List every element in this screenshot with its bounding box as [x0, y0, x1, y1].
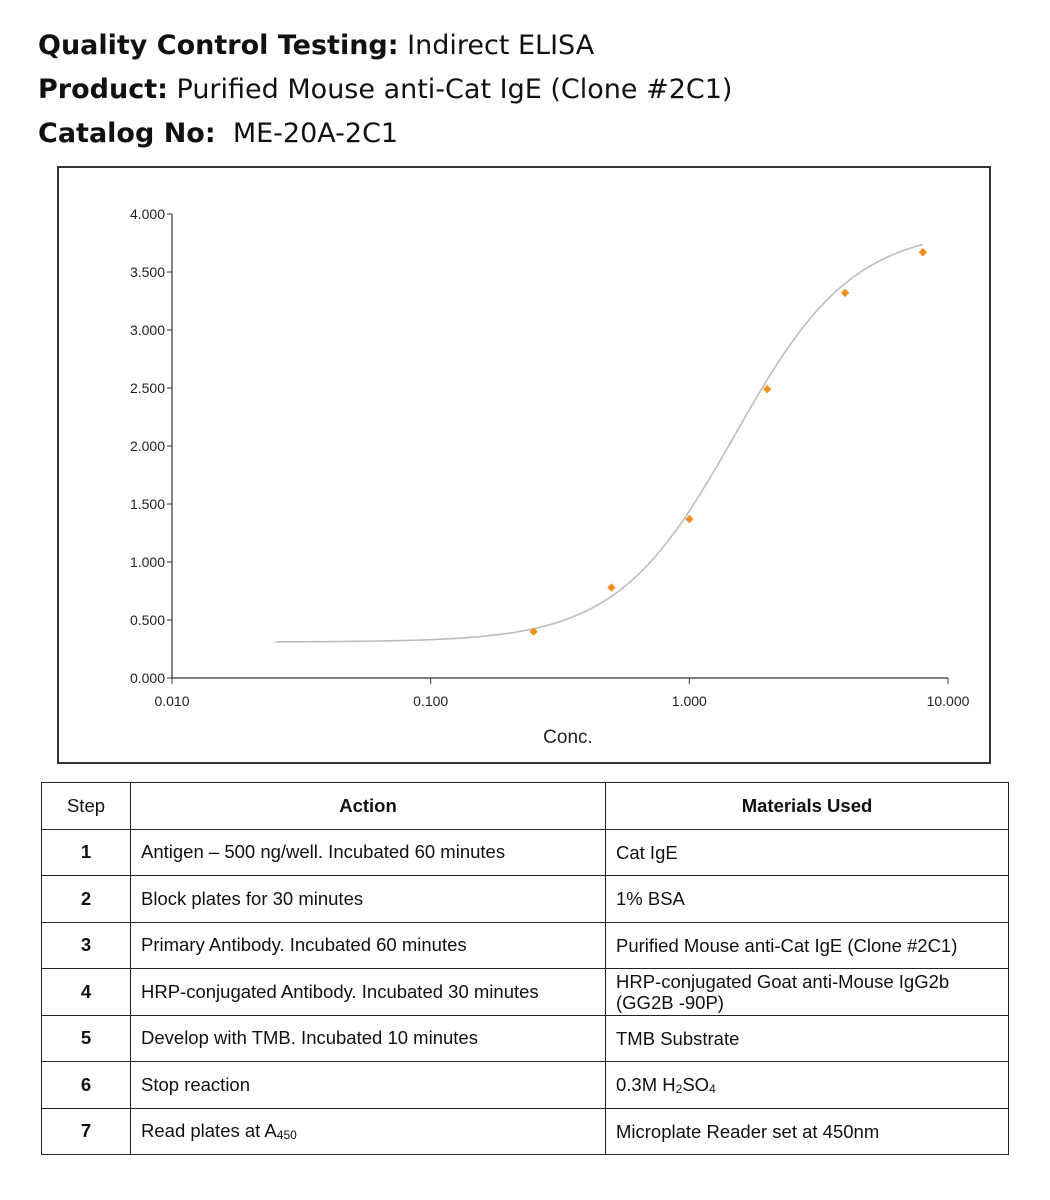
y-tick-label: 3.500 — [129, 264, 165, 280]
step-action: Develop with TMB. Incubated 10 minutes — [131, 1015, 606, 1062]
formula-main: 0.3M H — [616, 1074, 676, 1096]
catalog-line — [38, 112, 732, 156]
table-row — [42, 876, 1009, 923]
step-number: 3 — [42, 922, 131, 969]
data-point — [841, 289, 849, 297]
header-step: Step — [42, 783, 131, 830]
header-action: Action — [131, 783, 606, 830]
header-materials: Materials Used — [606, 783, 1009, 830]
y-tick-label: 0.000 — [129, 670, 165, 686]
step-number: 2 — [42, 876, 131, 923]
fit-curve-layer — [275, 244, 923, 641]
step-number: 1 — [42, 829, 131, 876]
y-tick-label: 2.500 — [129, 380, 165, 396]
protocol-table — [41, 782, 1009, 1155]
materials-line-1: HRP-conjugated Goat anti-Mouse IgG2b — [616, 970, 950, 992]
table-header-row — [42, 783, 1009, 830]
header — [38, 24, 732, 156]
data-point — [919, 248, 927, 256]
step-action: Block plates for 30 minutes — [131, 876, 606, 923]
qc-testing-line — [38, 24, 732, 68]
step-number: 4 — [42, 969, 131, 1016]
table-row — [42, 1108, 1009, 1155]
y-tick-label: 1.000 — [129, 554, 165, 570]
materials-line-2: (GG2B -90P) — [616, 991, 724, 1013]
y-tick-label: 3.000 — [129, 322, 165, 338]
y-tick-label: 0.500 — [129, 612, 165, 628]
step-materials: Purified Mouse anti-Cat IgE (Clone #2C1) — [606, 922, 1009, 969]
step-materials: Microplate Reader set at 450nm — [606, 1108, 1009, 1155]
step-number: 7 — [42, 1108, 131, 1155]
chart-axes — [130, 206, 970, 748]
x-tick-label: 0.010 — [154, 693, 190, 709]
step-action: Antigen – 500 ng/well. Incubated 60 minutes — [131, 829, 606, 876]
qc-testing-label: Quality Control Testing: — [38, 30, 399, 61]
table-row — [42, 1062, 1009, 1109]
action-main: Read plates at A — [141, 1120, 277, 1142]
x-tick-label: 0.100 — [413, 693, 449, 709]
formula-mid: SO — [682, 1074, 710, 1096]
step-number: 5 — [42, 1015, 131, 1062]
x-tick-label: 10.000 — [926, 693, 970, 709]
action-sub: 450 — [276, 1128, 297, 1143]
elisa-chart — [57, 166, 991, 764]
data-point — [607, 583, 615, 591]
product-label: Product: — [38, 74, 168, 105]
y-tick-label: 2.000 — [129, 438, 165, 454]
x-tick-label: 1.000 — [671, 693, 707, 709]
table-row — [42, 1015, 1009, 1062]
step-action: Primary Antibody. Incubated 60 minutes — [131, 922, 606, 969]
y-tick-label: 1.500 — [129, 496, 165, 512]
catalog-value: ME-20A-2C1 — [232, 118, 399, 149]
chart-svg — [59, 168, 989, 762]
step-materials: Cat IgE — [606, 829, 1009, 876]
data-points-layer — [529, 248, 927, 636]
formula-sub-2: 4 — [709, 1082, 716, 1097]
table-row — [42, 829, 1009, 876]
product-value: Purified Mouse anti-Cat IgE (Clone #2C1) — [176, 74, 733, 105]
step-number: 6 — [42, 1062, 131, 1109]
step-materials — [606, 969, 1009, 1016]
step-materials: 1% BSA — [606, 876, 1009, 923]
y-tick-label: 4.000 — [129, 206, 165, 222]
step-action — [131, 1108, 606, 1155]
step-materials — [606, 1062, 1009, 1109]
product-line — [38, 68, 732, 112]
catalog-label: Catalog No: — [38, 118, 216, 149]
qc-testing-value: Indirect ELISA — [407, 30, 595, 61]
fit-curve — [275, 244, 923, 641]
data-point — [763, 385, 771, 393]
step-action: HRP-conjugated Antibody. Incubated 30 minutes — [131, 969, 606, 1016]
step-materials: TMB Substrate — [606, 1015, 1009, 1062]
formula-sub-1: 2 — [675, 1082, 683, 1097]
table-row — [42, 969, 1009, 1016]
step-action: Stop reaction — [131, 1062, 606, 1109]
x-axis-title: Conc. — [543, 727, 593, 748]
table-row — [42, 922, 1009, 969]
